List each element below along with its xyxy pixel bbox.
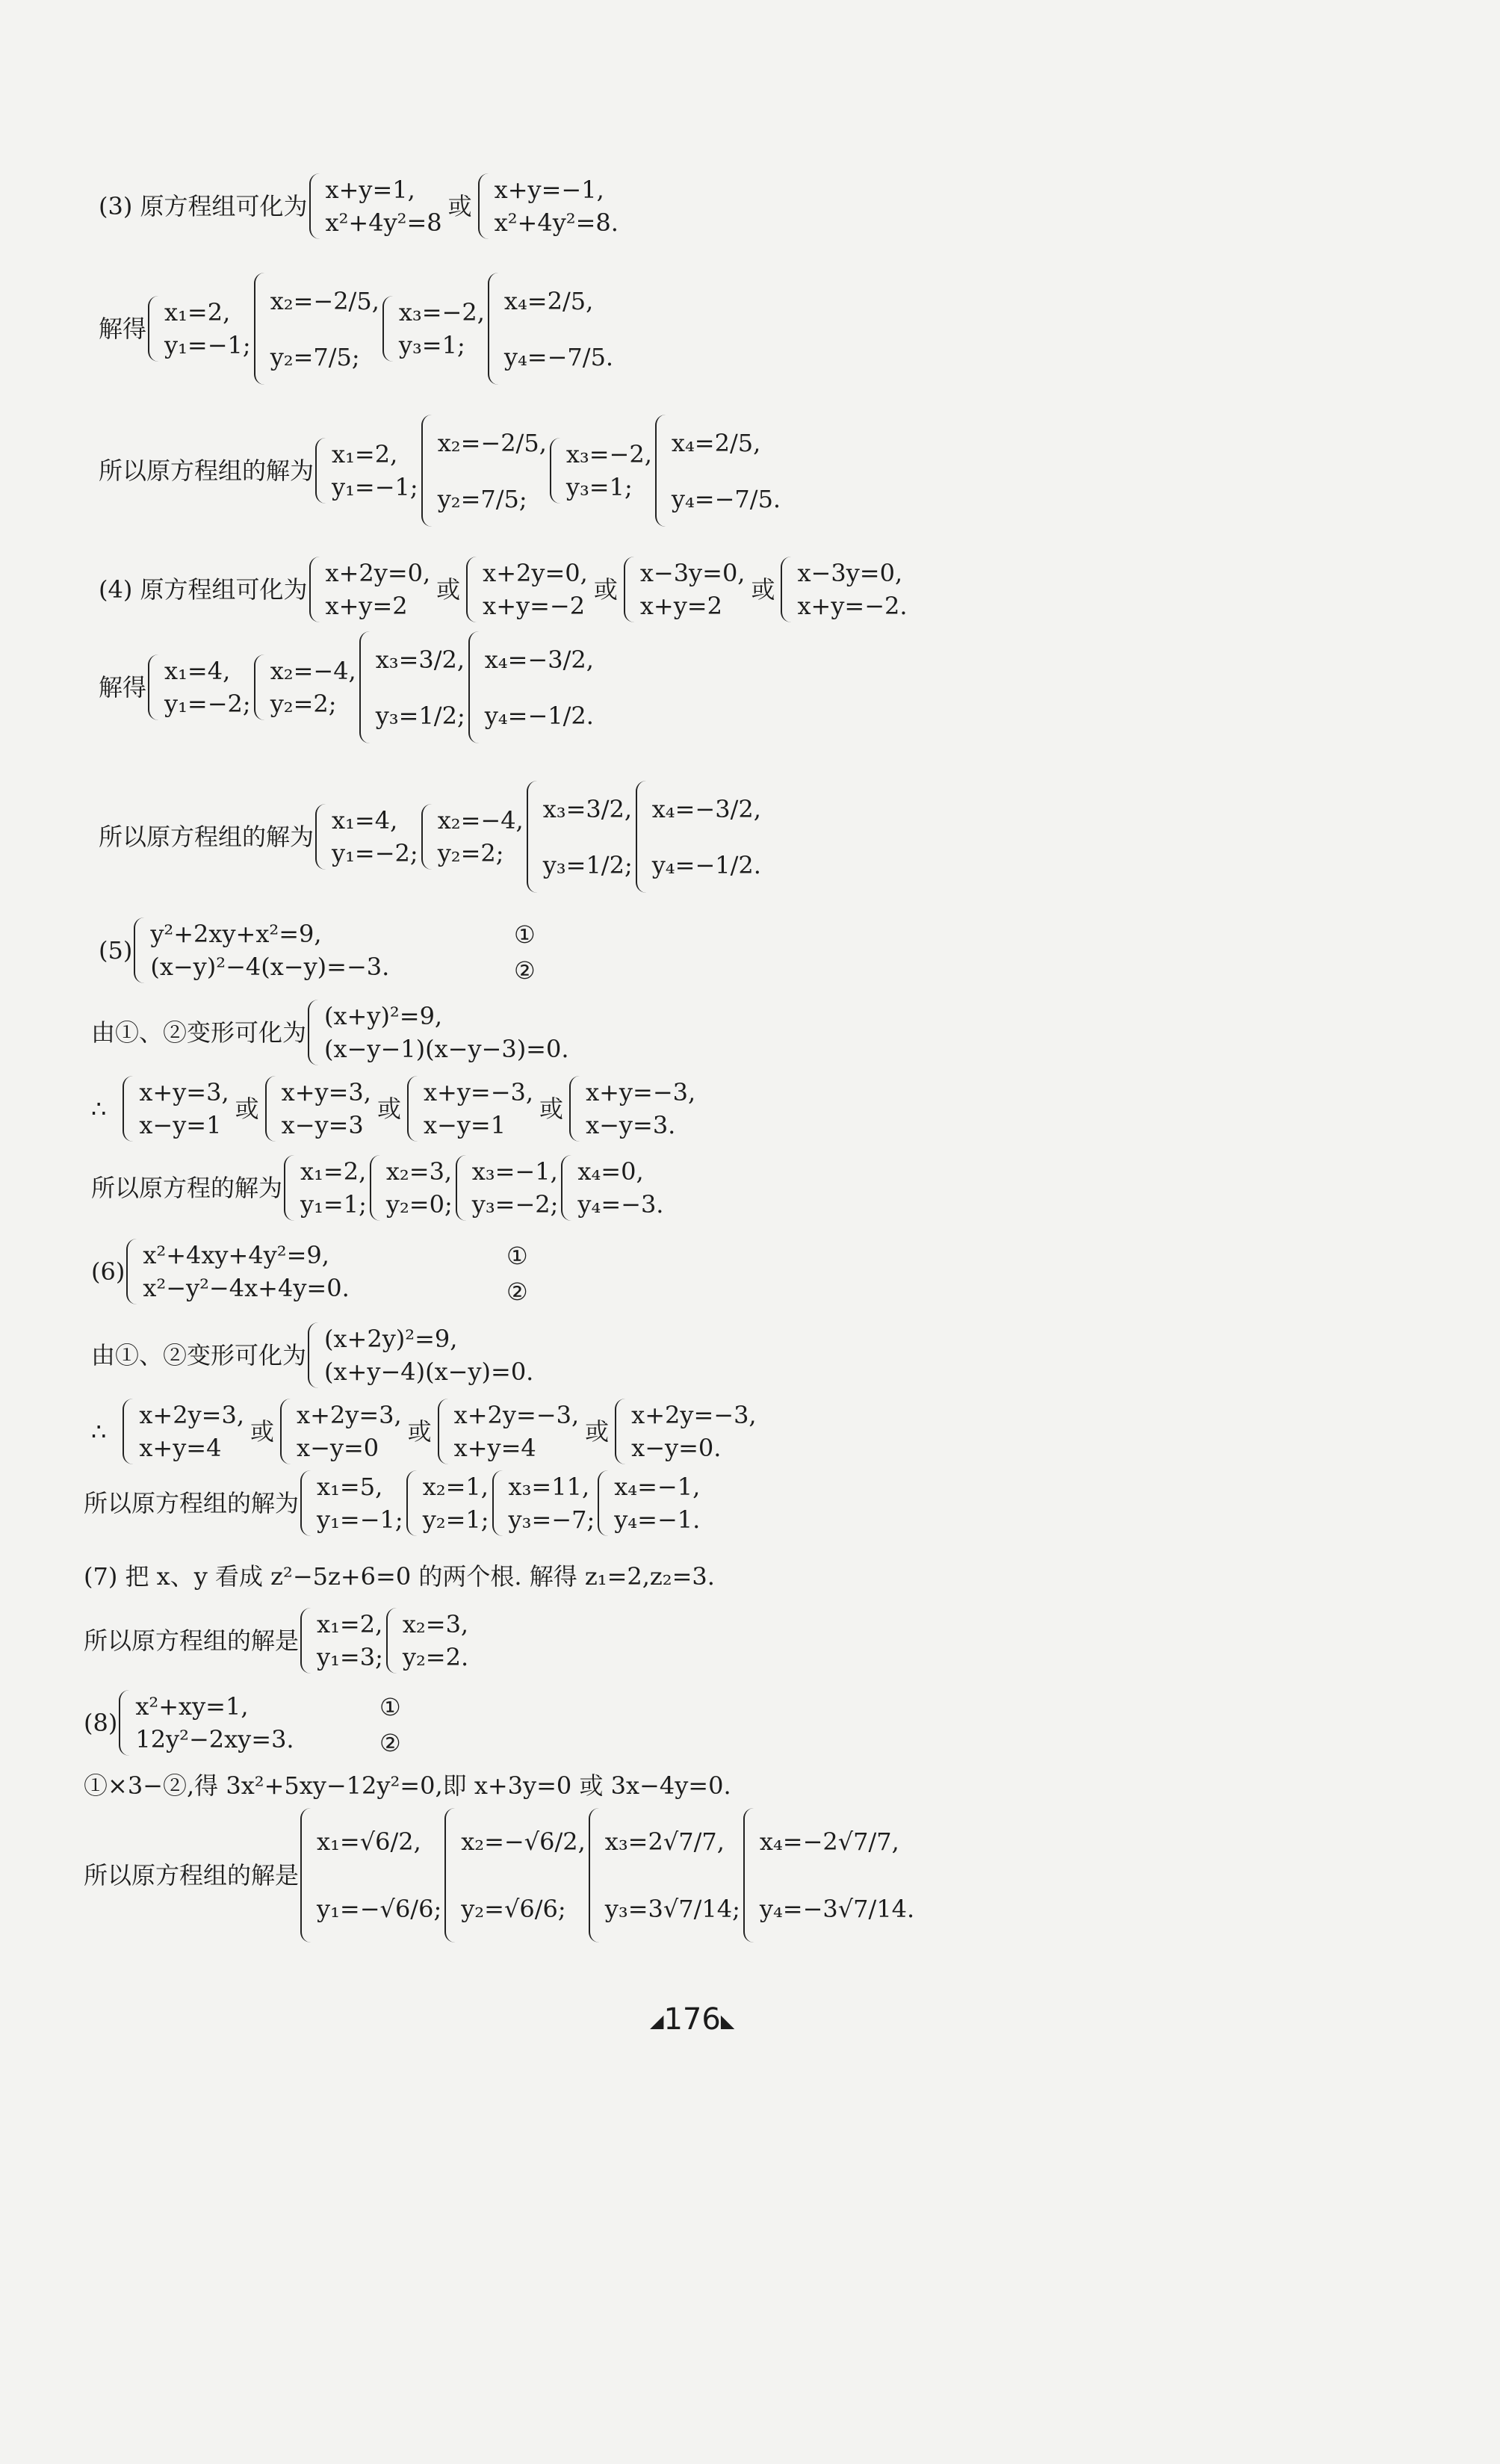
- p4-system-4: x−3y=0, x+y=−2.: [781, 557, 907, 622]
- solution-3: x₃=−2, y₃=1;: [382, 296, 485, 362]
- solution-2: x₂=3, y₂=2.: [386, 1608, 468, 1674]
- p5-system: y²+2xy+x²=9, (x−y)²−4(x−y)=−3.: [134, 917, 389, 983]
- p7-answer-line: [84, 1608, 1500, 1674]
- p4-solve-label: 解得: [99, 673, 147, 702]
- therefore-symbol: ∴: [91, 1417, 107, 1446]
- solution-3: x₃=3/2, y₃=1/2;: [527, 781, 633, 893]
- solution-2: x₂=3, y₂=0;: [370, 1155, 453, 1221]
- case-2: x+y=3, x−y=3: [265, 1076, 371, 1142]
- solution-4: x₄=−3/2, y₄=−1/2.: [636, 781, 761, 893]
- solution-4: x₄=−1, y₄=−1.: [598, 1470, 700, 1536]
- therefore-symbol: ∴: [91, 1095, 107, 1123]
- solution-2: x₂=−2/5, y₂=7/5;: [254, 273, 379, 385]
- p5-transform-system: (x+y)²=9, (x−y−1)(x−y−3)=0.: [308, 1000, 569, 1065]
- mark-1: ①: [379, 1693, 401, 1721]
- p6-system: x²+4xy+4y²=9, x²−y²−4x+4y=0.: [126, 1239, 349, 1304]
- p3-line: [99, 173, 1500, 239]
- or-word: 或: [235, 1095, 259, 1123]
- p5-label: (5): [99, 936, 133, 965]
- p3-solve-label: 解得: [99, 315, 147, 343]
- or-word: 或: [407, 1417, 432, 1446]
- p6-answer-label: 所以原方程组的解为: [84, 1489, 300, 1517]
- solution-1: x₁=4, y₁=−2;: [315, 804, 418, 870]
- solution-4: x₄=2/5, y₄=−7/5.: [488, 273, 613, 385]
- p3-answer-line: [99, 415, 1500, 527]
- p8-system: x²+xy=1, 12y²−2xy=3.: [119, 1690, 294, 1756]
- or-word: 或: [447, 192, 472, 220]
- solution-1: x₁=√6/2, y₁=−√6/6;: [300, 1808, 441, 1943]
- solution-1: x₁=4, y₁=−2;: [148, 654, 251, 720]
- solution-1: x₁=2, y₁=−1;: [315, 438, 418, 504]
- case-1: x+2y=3, x+y=4: [123, 1399, 244, 1464]
- solution-2: x₂=−4, y₂=2;: [421, 804, 524, 870]
- p5-transform-label: 由①、②变形可化为: [91, 1018, 307, 1047]
- page-number: ◢176◣: [650, 2002, 735, 2037]
- case-4: x+y=−3, x−y=3.: [569, 1076, 695, 1142]
- mark-2: ②: [506, 1278, 528, 1306]
- solution-4: x₄=−2√7/7, y₄=−3√7/14.: [743, 1808, 914, 1943]
- p6-answer-line: [84, 1470, 1500, 1536]
- case-1: x+y=3, x−y=1: [123, 1076, 229, 1142]
- p3-system-1: x+y=1, x²+4y²=8: [309, 173, 442, 239]
- p4-system-3: x−3y=0, x+y=2: [624, 557, 746, 622]
- or-word: 或: [250, 1417, 275, 1446]
- solution-1: x₁=5, y₁=−1;: [300, 1470, 403, 1536]
- solution-1: x₁=2, y₁=1;: [284, 1155, 367, 1221]
- p8-answer-line: [84, 1808, 1500, 1943]
- or-word: 或: [585, 1417, 610, 1446]
- or-word: 或: [751, 575, 775, 604]
- page-number-left-mark: ◢: [650, 2010, 664, 2031]
- p6-transform-label: 由①、②变形可化为: [91, 1341, 307, 1369]
- solution-1: x₁=2, y₁=3;: [300, 1608, 383, 1674]
- p8-answer-label: 所以原方程组的解是: [84, 1861, 300, 1889]
- solution-3: x₃=2√7/7, y₃=3√7/14;: [589, 1808, 740, 1943]
- or-word: 或: [436, 575, 461, 604]
- solution-2: x₂=−4, y₂=2;: [254, 654, 356, 720]
- p8-line: [84, 1690, 1500, 1756]
- solution-2: x₂=−2/5, y₂=7/5;: [421, 415, 547, 527]
- p5-answer-label: 所以原方程的解为: [91, 1174, 283, 1202]
- p6-cases-line: [91, 1399, 1500, 1464]
- solution-4: x₄=0, y₄=−3.: [561, 1155, 663, 1221]
- p3-label: (3) 原方程组可化为: [99, 192, 308, 220]
- p4-line: [99, 557, 1500, 622]
- case-4: x+2y=−3, x−y=0.: [615, 1399, 756, 1464]
- p4-solve-line: [99, 631, 1500, 743]
- p8-step-text: ①×3−②,得 3x²+5xy−12y²=0,即 x+3y=0 或 3x−4y=0.: [84, 1771, 731, 1800]
- p6-transform-line: [91, 1322, 1500, 1388]
- page-number-right-mark: ◣: [720, 2010, 735, 2031]
- case-3: x+y=−3, x−y=1: [407, 1076, 533, 1142]
- solution-3: x₃=3/2, y₃=1/2;: [359, 631, 465, 743]
- solution-3: x₃=−2, y₃=1;: [550, 438, 652, 504]
- solution-1: x₁=2, y₁=−1;: [148, 296, 251, 362]
- p8-label: (8): [84, 1709, 118, 1737]
- p4-system-2: x+2y=0, x+y=−2: [466, 557, 588, 622]
- or-word: 或: [593, 575, 618, 604]
- p4-label: (4) 原方程组可化为: [99, 575, 308, 604]
- p7-line: [84, 1561, 1500, 1591]
- p6-transform-system: (x+2y)²=9, (x+y−4)(x−y)=0.: [308, 1322, 533, 1388]
- mark-2: ②: [514, 956, 536, 985]
- mark-2: ②: [379, 1729, 401, 1757]
- solution-3: x₃=11, y₃=−7;: [492, 1470, 595, 1536]
- p5-answer-line: [91, 1155, 1500, 1221]
- or-word: 或: [539, 1095, 564, 1123]
- solution-4: x₄=2/5, y₄=−7/5.: [655, 415, 781, 527]
- solution-2: x₂=−√6/2, y₂=√6/6;: [444, 1808, 586, 1943]
- p4-answer-label: 所以原方程组的解为: [99, 823, 314, 851]
- or-word: 或: [376, 1095, 401, 1123]
- p8-step-line: [84, 1771, 1500, 1801]
- p4-answer-line: [99, 781, 1500, 893]
- p3-system-2: x+y=−1, x²+4y²=8.: [478, 173, 619, 239]
- p3-solve-line: [99, 273, 1500, 385]
- case-2: x+2y=3, x−y=0: [280, 1399, 402, 1464]
- p7-text: (7) 把 x、y 看成 z²−5z+6=0 的两个根. 解得 z₁=2,z₂=3.: [84, 1562, 715, 1591]
- p6-label: (6): [91, 1257, 125, 1286]
- case-3: x+2y=−3, x+y=4: [438, 1399, 579, 1464]
- mark-1: ①: [506, 1242, 528, 1270]
- p4-system-1: x+2y=0, x+y=2: [309, 557, 431, 622]
- p7-answer-label: 所以原方程组的解是: [84, 1626, 300, 1655]
- solution-4: x₄=−3/2, y₄=−1/2.: [468, 631, 594, 743]
- solution-3: x₃=−1, y₃=−2;: [456, 1155, 559, 1221]
- p3-answer-label: 所以原方程组的解为: [99, 456, 314, 485]
- p5-cases-line: [91, 1076, 1500, 1142]
- solution-2: x₂=1, y₂=1;: [406, 1470, 489, 1536]
- p6-line: [91, 1239, 1500, 1304]
- p5-line: [99, 917, 1500, 983]
- p5-transform-line: [91, 1000, 1500, 1065]
- mark-1: ①: [514, 920, 536, 949]
